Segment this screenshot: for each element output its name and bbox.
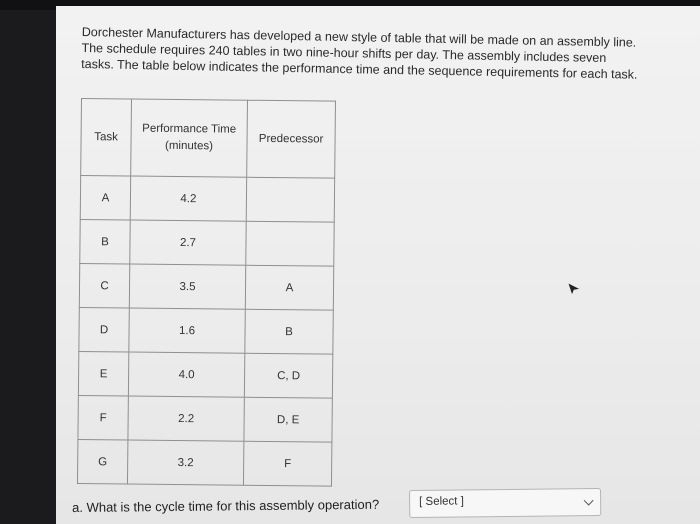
table-row <box>80 176 334 223</box>
question-prompt: Dorchester Manufacturers has developed a new style of table that will be made on an assembly line. The schedule requires 240 tables in two nine-hour shifts per day. The assembly includes seven tasks. The table below indicates the performance time and the sequence requirements for each task. <box>81 24 638 82</box>
predecessor-cell: D, E <box>244 397 332 442</box>
task-cell: E <box>78 351 128 396</box>
table-row <box>79 263 333 310</box>
predecessor-cell: F <box>243 441 331 486</box>
predecessor-cell <box>246 177 334 222</box>
chevron-down-icon <box>584 496 594 506</box>
header-performance-line2: (minutes) <box>164 139 214 153</box>
predecessor-cell <box>246 221 334 266</box>
table-row <box>80 219 334 266</box>
task-cell: F <box>78 395 128 440</box>
task-cell: A <box>80 176 130 221</box>
table-row <box>79 307 333 354</box>
time-cell: 3.2 <box>127 440 243 485</box>
predecessor-cell: A <box>245 265 333 310</box>
quiz-page <box>56 6 700 524</box>
task-cell: G <box>77 439 127 484</box>
select-placeholder: [ Select ] <box>419 495 464 508</box>
header-performance-line1: Performance Time <box>142 122 237 136</box>
predecessor-cell: C, D <box>244 353 332 398</box>
time-cell: 2.7 <box>130 220 246 265</box>
header-performance-time <box>131 99 248 177</box>
task-table <box>77 98 336 487</box>
table-row <box>78 395 332 442</box>
time-cell: 3.5 <box>129 264 245 309</box>
header-predecessor: Predecessor <box>247 100 336 178</box>
time-cell: 2.2 <box>128 396 244 441</box>
mouse-cursor-icon <box>567 282 581 296</box>
table-row <box>77 439 331 486</box>
cycle-time-select[interactable] <box>409 488 601 518</box>
task-cell: D <box>79 307 129 352</box>
predecessor-cell: B <box>245 309 333 354</box>
time-cell: 4.2 <box>130 176 246 221</box>
task-cell: B <box>80 219 130 264</box>
task-table-container <box>77 98 336 487</box>
header-task: Task <box>81 99 132 177</box>
table-header-row <box>81 99 336 179</box>
table-row <box>78 351 332 398</box>
question-a-text: a. What is the cycle time for this assembly operation? <box>72 496 380 515</box>
time-cell: 4.0 <box>128 352 244 397</box>
task-cell: C <box>79 263 129 308</box>
time-cell: 1.6 <box>129 308 245 353</box>
